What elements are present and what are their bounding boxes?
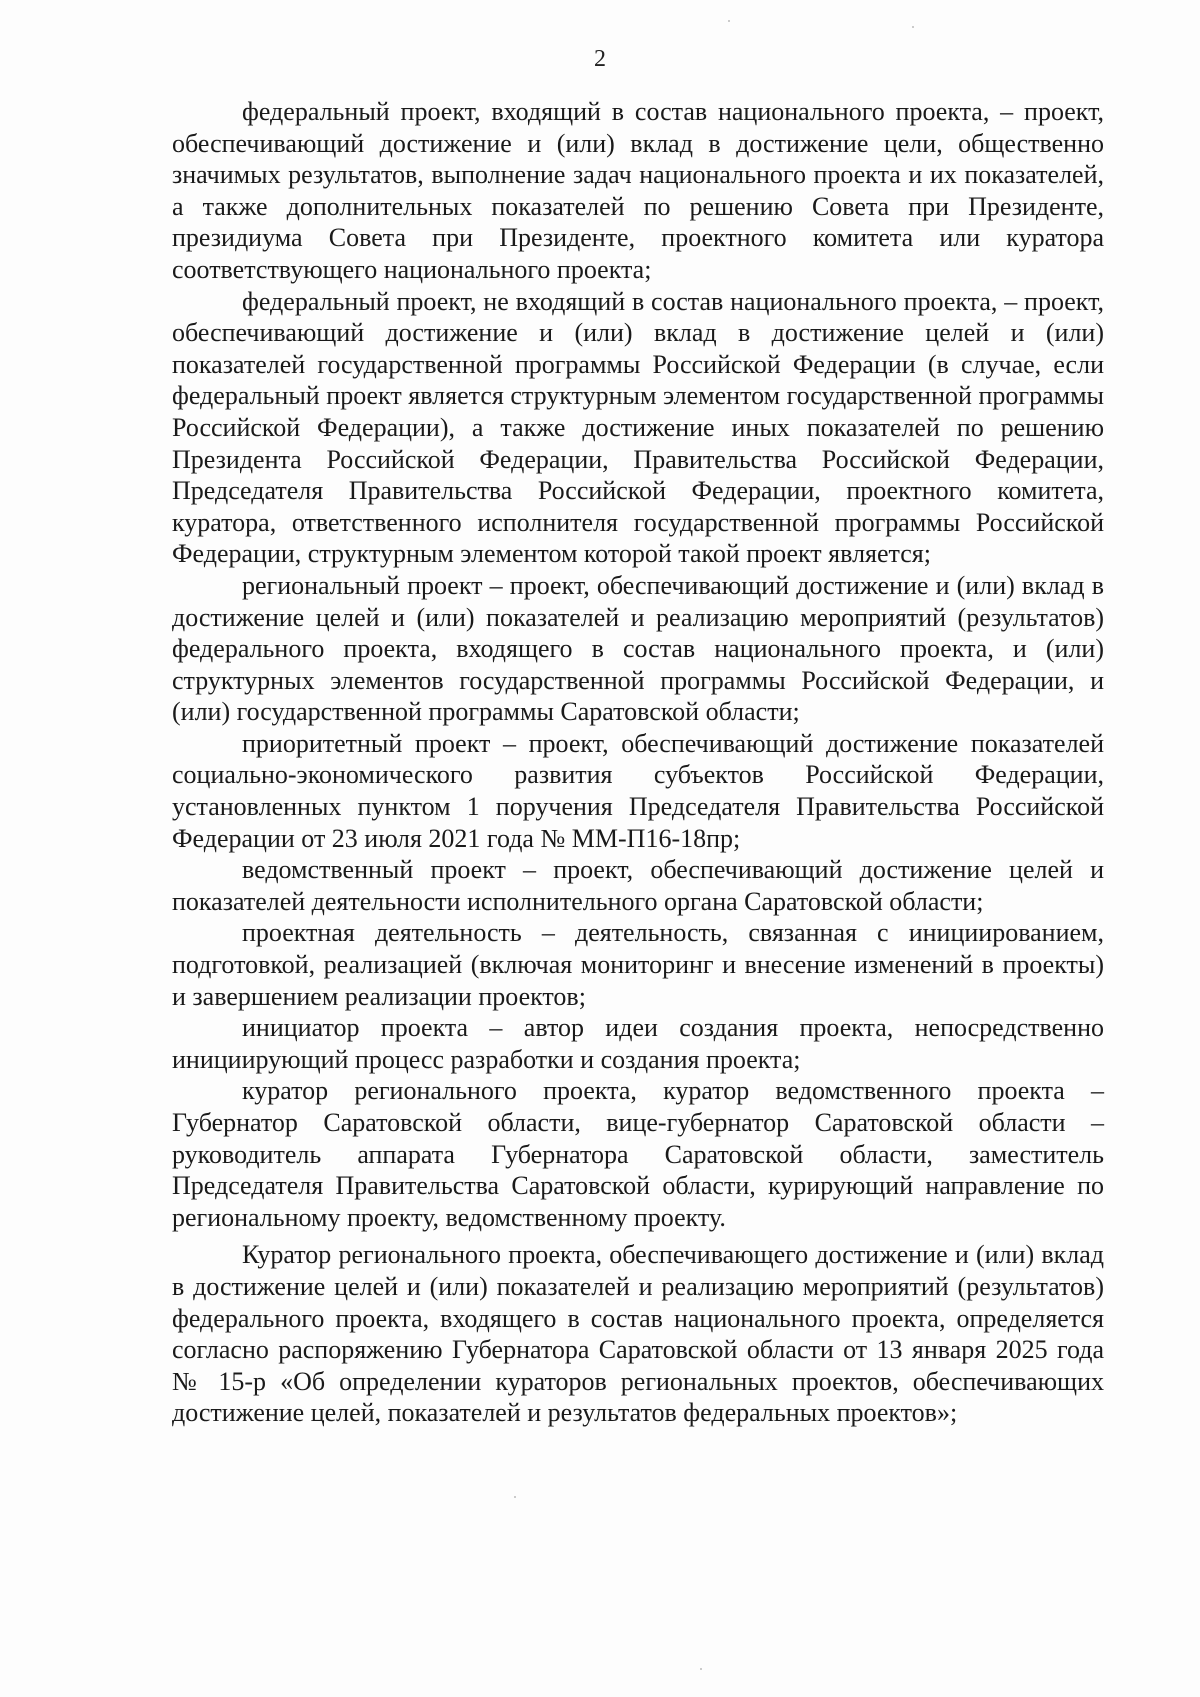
paragraph-departmental-project: ведомственный проект – проект, обеспечивающий достижение целей и показателей деятельности исполнительного органа Саратовской области;	[172, 855, 1104, 916]
scan-speck	[912, 26, 914, 28]
scan-speck	[514, 1496, 516, 1498]
scan-speck	[728, 20, 730, 22]
paragraph-project-activity: проектная деятельность – деятельность, связанная с инициированием, подготовкой, реализацией (включая мониторинг и внесение изменений в проекты) и завершением реализации проектов;	[172, 918, 1104, 1011]
paragraph-project-initiator: инициатор проекта – автор идеи создания проекта, непосредственно инициирующий процесс разработки и создания проекта;	[172, 1013, 1104, 1074]
paragraph-federal-project-non-national: федеральный проект, не входящий в состав национального проекта, – проект, обеспечивающий достижение и (или) вклад в достижение целей и (или) показателей государственной программы Российской Федерации (в случае, если федеральный проект является структурным элементом государственной программы Российской Федерации), а также достижение иных показателей по решению Президента Российской Федерации, Правительства Российской Федерации, Председателя Правительства Российской Федерации, проектного комитета, куратора, ответственного исполнителя государственной программы Российской Федерации, структурным элементом которой такой проект является;	[172, 286, 1104, 569]
page-number: 2	[594, 46, 606, 72]
paragraph-federal-project-national: федеральный проект, входящий в состав национального проекта, – проект, обеспечивающий достижение и (или) вклад в достижение цели, общественно значимых результатов, выполнение задач национального проекта и их показателей, а также дополнительных показателей по решению Совета при Президенте, президиума Совета при Президенте, проектного комитета или куратора соответствующего национального проекта;	[172, 97, 1104, 284]
paragraph-regional-project: региональный проект – проект, обеспечивающий достижение и (или) вклад в достижение целей и (или) показателей и реализацию мероприятий (результатов) федерального проекта, входящего в состав национального проекта, и (или) структурных элементов государственной программы Российской Федерации, и (или) государственной программы Саратовской области;	[172, 570, 1104, 727]
paragraph-regional-curator-definition: Куратор регионального проекта, обеспечивающего достижение и (или) вклад в достижение целей и (или) показателей и реализацию мероприятий (результатов) федерального проекта, входящего в состав национального проекта, определяется согласно распоряжению Губернатора Саратовской области от 13 января 2025 года № 15-р «Об определении кураторов региональных проектов, обеспечивающих достижение целей, показателей и результатов федеральных проектов»;	[172, 1240, 1104, 1428]
paragraph-priority-project: приоритетный проект – проект, обеспечивающий достижение показателей социально-экономического развития субъектов Российской Федерации, установленных пунктом 1 поручения Председателя Правительства Российской Федерации от 23 июля 2021 года № ММ-П16-18пр;	[172, 728, 1104, 853]
document-body	[172, 96, 1104, 1429]
paragraph-project-curator: куратор регионального проекта, куратор ведомственного проекта – Губернатор Саратовской области, вице-губернатор Саратовской области – руководитель аппарата Губернатора Саратовской области, заместитель Председателя Правительства Саратовской области, курирующий направление по региональному проекту, ведомственному проекту.	[172, 1076, 1104, 1232]
scan-speck	[700, 1668, 702, 1670]
